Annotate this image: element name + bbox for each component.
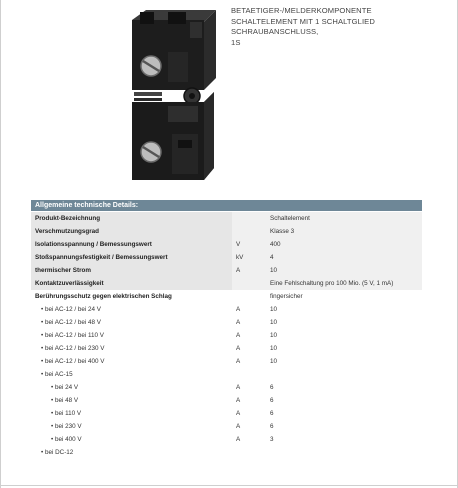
row-unit — [232, 277, 266, 290]
row-unit: A — [232, 394, 266, 407]
row-unit: A — [232, 316, 266, 329]
product-image — [118, 8, 228, 184]
row-label: Berührungsschutz gegen elektrischen Schlag — [31, 290, 232, 303]
row-unit: A — [232, 342, 266, 355]
row-label: • bei 400 V — [31, 433, 232, 446]
description-line: BETAETIGER-/MELDERKOMPONENTE — [231, 6, 372, 15]
row-value — [266, 368, 422, 381]
table-row — [31, 251, 422, 264]
row-value: 6 — [266, 407, 422, 420]
row-unit: A — [232, 329, 266, 342]
row-value: Eine Fehlschaltung pro 100 Mio. (5 V, 1 mA) — [266, 277, 422, 290]
description-line: SCHALTELEMENT MIT 1 SCHALTGLIED — [231, 16, 375, 26]
row-unit — [232, 368, 266, 381]
row-label: Kontaktzuverlässigkeit — [31, 277, 232, 290]
row-label: • bei AC-12 / bei 400 V — [31, 355, 232, 368]
row-label: • bei 24 V — [31, 381, 232, 394]
row-value: Klasse 3 — [266, 225, 422, 238]
table-row — [31, 355, 422, 368]
table-row — [31, 225, 422, 238]
row-unit: V — [232, 238, 266, 251]
row-unit — [232, 225, 266, 238]
row-label: • bei AC-12 / bei 110 V — [31, 329, 232, 342]
row-unit: A — [232, 264, 266, 277]
row-value: 400 — [266, 238, 422, 251]
row-unit — [232, 290, 266, 303]
table-row — [31, 264, 422, 277]
row-value: Schaltelement — [266, 212, 422, 225]
table-row — [31, 316, 422, 329]
table-row — [31, 277, 422, 290]
row-label: • bei 110 V — [31, 407, 232, 420]
row-label: thermischer Strom — [31, 264, 232, 277]
row-value: 10 — [266, 264, 422, 277]
table-row — [31, 394, 422, 407]
section-header: Allgemeine technische Details: — [31, 200, 422, 211]
row-label: Stoßspannungsfestigkeit / Bemessungswert — [31, 251, 232, 264]
table-row — [31, 433, 422, 446]
row-unit: A — [232, 381, 266, 394]
row-value: 3 — [266, 433, 422, 446]
row-label: • bei AC-12 / bei 48 V — [31, 316, 232, 329]
row-unit: A — [232, 407, 266, 420]
page-border-bottom — [0, 485, 458, 486]
table-row — [31, 420, 422, 433]
table-row — [31, 342, 422, 355]
row-label: • bei AC-12 / bei 230 V — [31, 342, 232, 355]
row-label: Verschmutzungsgrad — [31, 225, 232, 238]
row-value: 6 — [266, 381, 422, 394]
row-unit — [232, 212, 266, 225]
row-label: Produkt-Bezeichnung — [31, 212, 232, 225]
product-description — [231, 6, 451, 48]
row-label: • bei AC-15 — [31, 368, 232, 381]
row-value: 10 — [266, 355, 422, 368]
table-row — [31, 303, 422, 316]
row-label: Isolationsspannung / Bemessungswert — [31, 238, 232, 251]
page-border-left — [0, 0, 1, 488]
table-row — [31, 446, 422, 459]
row-label: • bei DC-12 — [31, 446, 232, 459]
table-row — [31, 381, 422, 394]
row-unit: kV — [232, 251, 266, 264]
row-unit: A — [232, 433, 266, 446]
row-label: • bei 230 V — [31, 420, 232, 433]
row-value: 10 — [266, 329, 422, 342]
row-value: 6 — [266, 420, 422, 433]
row-value: 4 — [266, 251, 422, 264]
row-unit — [232, 446, 266, 459]
row-value: fingersicher — [266, 290, 422, 303]
table-row — [31, 368, 422, 381]
row-label: • bei 48 V — [31, 394, 232, 407]
row-unit: A — [232, 420, 266, 433]
row-unit: A — [232, 303, 266, 316]
table-row — [31, 212, 422, 225]
row-value — [266, 446, 422, 459]
description-line: 1S — [231, 37, 241, 47]
table-row — [31, 329, 422, 342]
row-label: • bei AC-12 / bei 24 V — [31, 303, 232, 316]
row-value: 10 — [266, 303, 422, 316]
description-line: SCHRAUBANSCHLUSS, — [231, 27, 319, 37]
table-row — [31, 238, 422, 251]
specs-table — [31, 212, 422, 459]
row-value: 6 — [266, 394, 422, 407]
table-row — [31, 290, 422, 303]
row-value: 10 — [266, 316, 422, 329]
row-unit: A — [232, 355, 266, 368]
table-row — [31, 407, 422, 420]
row-value: 10 — [266, 342, 422, 355]
